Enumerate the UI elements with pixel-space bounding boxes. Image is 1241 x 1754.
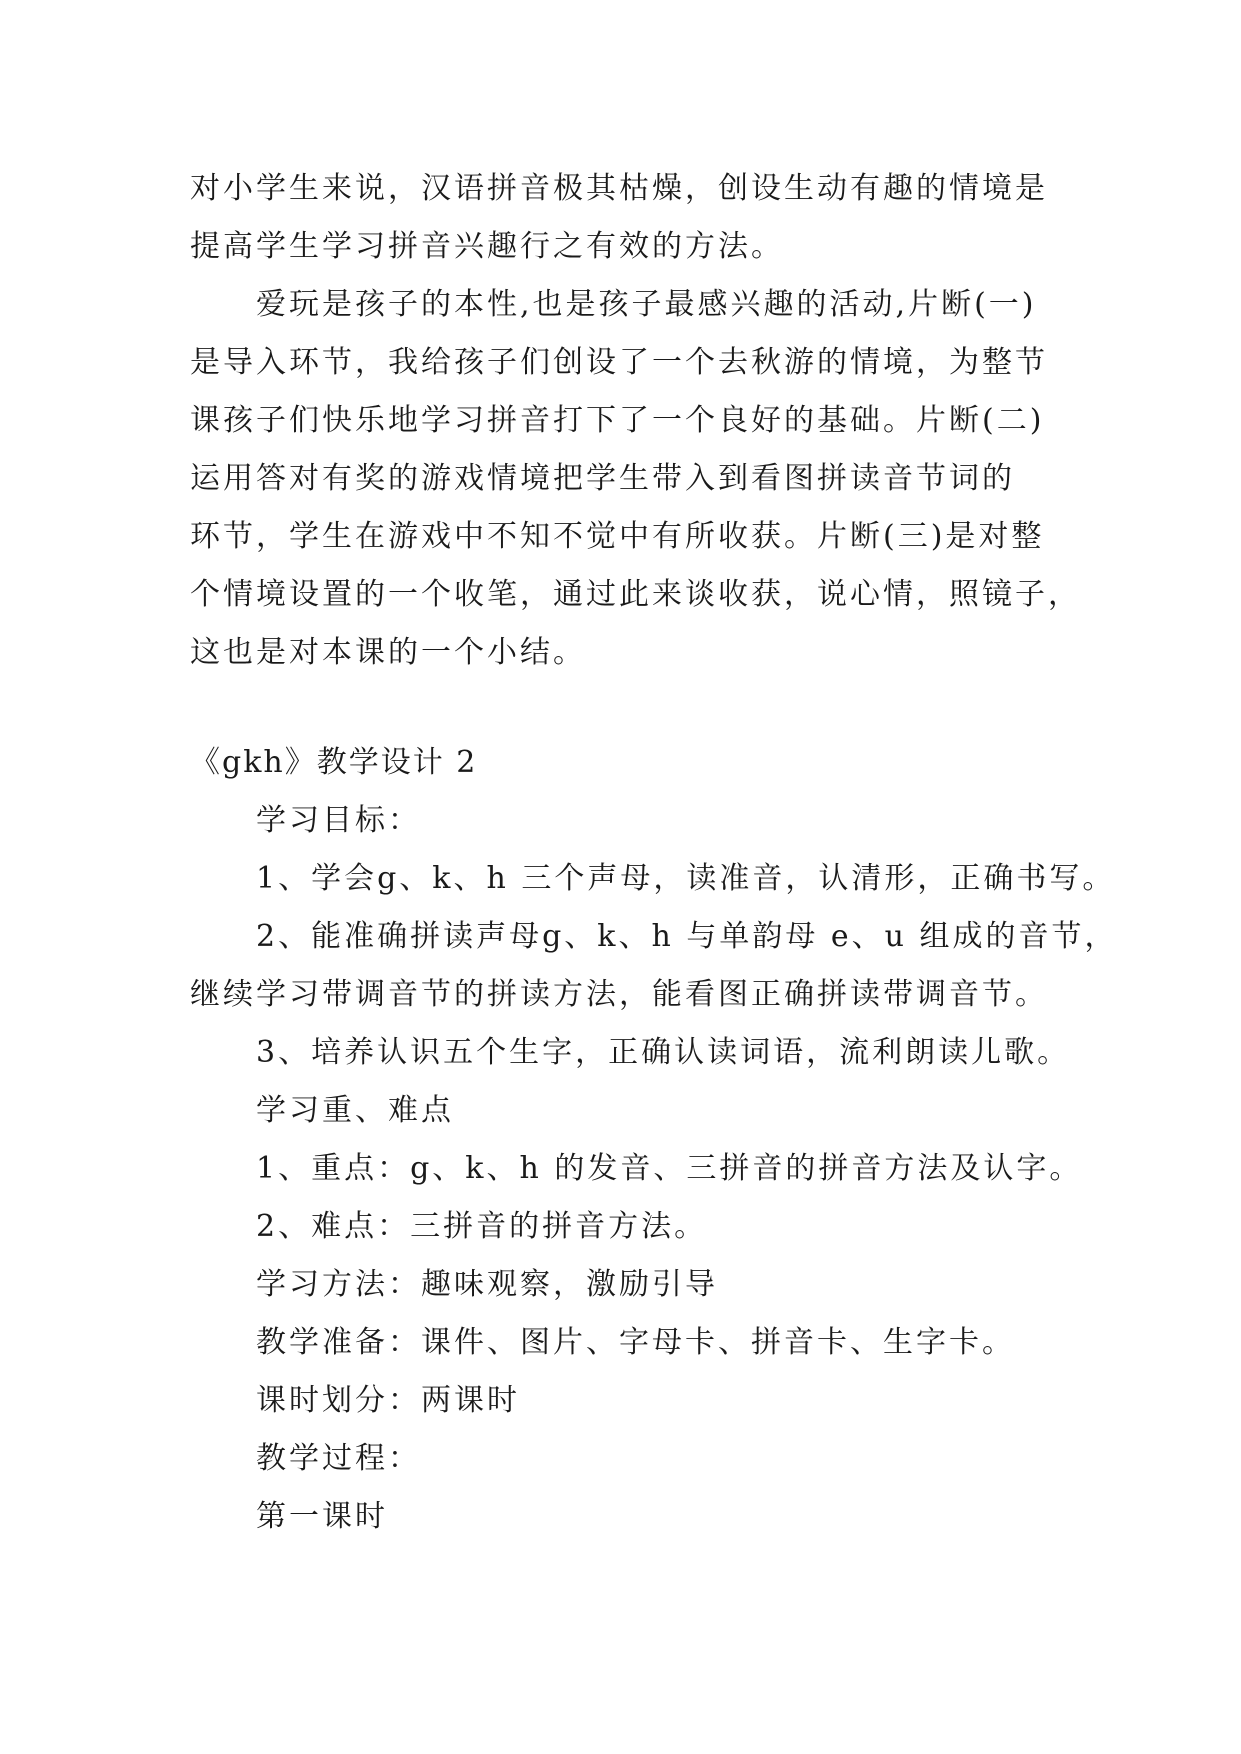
section-title: 《gkh》教学设计 2 [190, 745, 478, 780]
goals-heading: 学习目标： [256, 803, 421, 838]
goal-2-line-2: 继续学习带调音节的拼读方法，能看图正确拼读带调音节。 [190, 977, 1048, 1012]
reflection-line-4: 运用答对有奖的游戏情境把学生带入到看图拼读音节词的 [190, 461, 1015, 496]
reflection-line-2: 是导入环节，我给孩子们创设了一个去秋游的情境，为整节 [190, 345, 1048, 380]
document-page [190, 160, 1118, 1546]
goal-2-line-1: 2、能准确拼读声母g、k、h 与单韵母 e、u 组成的音节， [256, 919, 1118, 954]
section-gap [190, 682, 1070, 734]
goal-3: 3、培养认识五个生字，正确认读词语，流利朗读儿歌。 [256, 1035, 1071, 1070]
intro-line-1: 对小学生来说，汉语拼音极其枯燥，创设生动有趣的情境是 [190, 171, 1048, 206]
intro-line-2: 提高学生学习拼音兴趣行之有效的方法。 [190, 229, 784, 264]
reflection-line-5: 环节，学生在游戏中不知不觉中有所收获。片断(三)是对整 [190, 519, 1045, 554]
key-point-2: 2、难点：三拼音的拼音方法。 [256, 1209, 708, 1244]
reflection-line-3: 课孩子们快乐地学习拼音打下了一个良好的基础。片断(二) [190, 403, 1045, 438]
key-points-heading: 学习重、难点 [256, 1093, 454, 1128]
teaching-process-heading: 教学过程： [256, 1441, 421, 1476]
first-lesson-heading: 第一课时 [256, 1499, 388, 1534]
lesson-schedule: 课时划分：两课时 [256, 1383, 520, 1418]
reflection-line-6: 个情境设置的一个收笔，通过此来谈收获，说心情，照镜子， [190, 577, 1081, 612]
teaching-preparation: 教学准备：课件、图片、字母卡、拼音卡、生字卡。 [256, 1325, 1015, 1360]
reflection-line-7: 这也是对本课的一个小结。 [190, 635, 586, 670]
goal-1: 1、学会g、k、h 三个声母，读准音，认清形，正确书写。 [256, 861, 1116, 896]
reflection-line-1: 爱玩是孩子的本性,也是孩子最感兴趣的活动,片断(一) [256, 287, 1037, 322]
key-point-1: 1、重点：g、k、h 的发音、三拼音的拼音方法及认字。 [256, 1151, 1083, 1186]
learning-method: 学习方法：趣味观察，激励引导 [256, 1267, 718, 1302]
